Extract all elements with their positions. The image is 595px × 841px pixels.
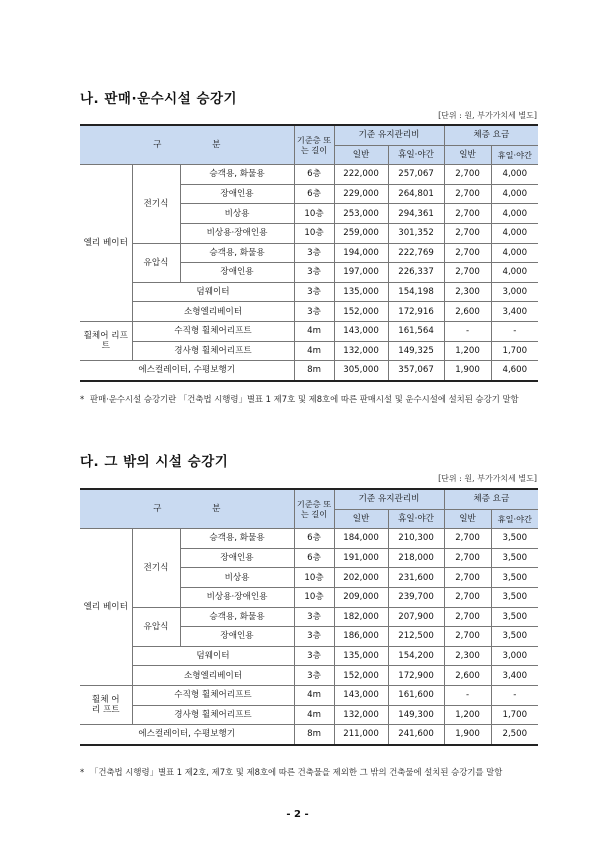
unit-label: [단위 : 원, 부가가치세 별도] (438, 474, 537, 483)
footnote-text: 「건축법 시행령」별표 1 제2호, 제7호 및 제8호에 따른 건축물을 제외한 그 밖의 건축물에 설치된 승강기를 말함 (90, 767, 503, 777)
section-heading-other: 다. 그 밖의 시설 승강기 (80, 454, 229, 470)
row-group-wheelchair: 휠체어 리프트 (80, 321, 132, 360)
header-holiday-night: 휴일·야간 (388, 145, 444, 165)
cell-type: 소형엘리베이터 (132, 302, 294, 322)
cell-extra-normal: 2,700 (444, 587, 491, 607)
row-group-electric: 전기식 (132, 165, 180, 243)
cell-type: 승객용, 화물용 (180, 607, 294, 627)
cell-base-normal: 222,000 (334, 165, 388, 185)
cell-extra-normal: 2,700 (444, 223, 491, 243)
cell-floors: 3층 (294, 666, 334, 686)
cell-base-normal: 191,000 (334, 548, 388, 568)
cell-base-normal: 186,000 (334, 627, 388, 647)
cell-type: 승객용, 화물용 (180, 529, 294, 549)
cell-type: 장애인용 (180, 548, 294, 568)
table-row (80, 666, 538, 686)
cell-base-holiday: 257,067 (388, 165, 444, 185)
footnote (80, 765, 542, 780)
cell-extra-normal: 1,200 (444, 341, 491, 361)
cell-extra-normal: 2,700 (444, 165, 491, 185)
cell-floors: 4m (294, 341, 334, 361)
cell-extra-holiday: 4,000 (491, 184, 538, 204)
cell-type: 에스컬레이터, 수평보행기 (80, 725, 294, 745)
cell-floors: 6층 (294, 165, 334, 185)
row-group-hydraulic: 유압식 (132, 243, 180, 282)
cell-extra-normal: 2,700 (444, 568, 491, 588)
cell-type: 장애인용 (180, 627, 294, 647)
cell-base-normal: 253,000 (334, 204, 388, 224)
table-row (80, 165, 538, 185)
header-category: 구 분 (80, 125, 294, 165)
cell-type: 경사형 휠체어리프트 (132, 705, 294, 725)
cell-base-holiday: 149,300 (388, 705, 444, 725)
cell-base-normal: 194,000 (334, 243, 388, 263)
cell-base-holiday: 149,325 (388, 341, 444, 361)
table-row (80, 321, 538, 341)
unit-label: [단위 : 원, 부가가치세 별도] (438, 111, 537, 120)
table-row (80, 685, 538, 705)
cell-extra-holiday: 1,700 (491, 705, 538, 725)
header-base-fee: 기준 유지관리비 (334, 489, 444, 509)
cell-base-holiday: 210,300 (388, 529, 444, 549)
cell-floors: 4m (294, 685, 334, 705)
header-floors: 기준층 또는 길이 (294, 489, 334, 529)
cell-extra-normal: 1,900 (444, 725, 491, 745)
cell-base-holiday: 161,600 (388, 685, 444, 705)
cell-type: 수직형 휠체어리프트 (132, 685, 294, 705)
cell-extra-holiday: 3,500 (491, 627, 538, 647)
cell-extra-holiday: - (491, 321, 538, 341)
cell-floors: 3층 (294, 302, 334, 322)
cell-base-holiday: 264,801 (388, 184, 444, 204)
cell-base-holiday: 239,700 (388, 587, 444, 607)
cell-extra-holiday: 3,000 (491, 646, 538, 666)
cell-extra-holiday: - (491, 685, 538, 705)
cell-extra-normal: 2,600 (444, 666, 491, 686)
table-row (80, 646, 538, 666)
table-row (80, 705, 538, 725)
table-row (80, 725, 538, 745)
cell-base-normal: 143,000 (334, 321, 388, 341)
cell-extra-holiday: 3,500 (491, 548, 538, 568)
cell-floors: 6층 (294, 548, 334, 568)
row-group-wheelchair: 휠체 어리 프트 (80, 685, 132, 724)
cell-extra-normal: 2,600 (444, 302, 491, 322)
table-row (80, 302, 538, 322)
cell-extra-holiday: 2,500 (491, 725, 538, 745)
cell-floors: 4m (294, 705, 334, 725)
cell-floors: 3층 (294, 243, 334, 263)
header-base-fee: 기준 유지관리비 (334, 125, 444, 145)
table-row (80, 341, 538, 361)
header-holiday-night: 휴일·야간 (388, 509, 444, 529)
cell-base-holiday: 172,916 (388, 302, 444, 322)
row-group-hydraulic: 유압식 (132, 607, 180, 646)
header-floors: 기준층 또는 길이 (294, 125, 334, 165)
cell-extra-normal: 2,700 (444, 263, 491, 283)
cell-extra-holiday: 3,400 (491, 302, 538, 322)
header-category: 구 분 (80, 489, 294, 529)
cell-base-normal: 135,000 (334, 646, 388, 666)
cell-extra-holiday: 4,000 (491, 223, 538, 243)
cell-extra-normal: - (444, 685, 491, 705)
cell-extra-normal: 2,700 (444, 529, 491, 549)
cell-base-normal: 152,000 (334, 666, 388, 686)
cell-base-holiday: 241,600 (388, 725, 444, 745)
cell-base-normal: 202,000 (334, 568, 388, 588)
cell-floors: 3층 (294, 627, 334, 647)
cell-extra-normal: 1,900 (444, 361, 491, 381)
cell-base-normal: 132,000 (334, 705, 388, 725)
cell-base-holiday: 207,900 (388, 607, 444, 627)
table-row (80, 607, 538, 627)
cell-floors: 10층 (294, 587, 334, 607)
cell-base-holiday: 231,600 (388, 568, 444, 588)
table-row (80, 361, 538, 381)
cell-extra-holiday: 4,000 (491, 263, 538, 283)
cell-extra-normal: 2,300 (444, 282, 491, 302)
cell-type: 장애인용 (180, 184, 294, 204)
cell-base-normal: 143,000 (334, 685, 388, 705)
cell-extra-holiday: 4,000 (491, 243, 538, 263)
header-normal: 일반 (334, 509, 388, 529)
header-normal: 일반 (444, 509, 491, 529)
cell-base-normal: 229,000 (334, 184, 388, 204)
cell-extra-holiday: 3,500 (491, 568, 538, 588)
cell-floors: 3층 (294, 646, 334, 666)
cell-base-holiday: 218,000 (388, 548, 444, 568)
cell-extra-holiday: 3,500 (491, 529, 538, 549)
cell-type: 덤웨이터 (132, 282, 294, 302)
cell-type: 승객용, 화물용 (180, 165, 294, 185)
cell-extra-normal: 2,700 (444, 243, 491, 263)
row-group-electric: 전기식 (132, 529, 180, 607)
header-extra-fee: 체증 요금 (444, 125, 538, 145)
cell-type: 승객용, 화물용 (180, 243, 294, 263)
cell-base-holiday: 154,200 (388, 646, 444, 666)
cell-base-holiday: 294,361 (388, 204, 444, 224)
cell-base-holiday: 222,769 (388, 243, 444, 263)
cell-type: 덤웨이터 (132, 646, 294, 666)
cell-floors: 8m (294, 725, 334, 745)
cell-base-normal: 211,000 (334, 725, 388, 745)
header-holiday-night: 휴일·야간 (491, 509, 538, 529)
cell-base-normal: 305,000 (334, 361, 388, 381)
cell-base-holiday: 161,564 (388, 321, 444, 341)
cell-type: 수직형 휠체어리프트 (132, 321, 294, 341)
cell-extra-normal: 2,700 (444, 627, 491, 647)
cell-extra-holiday: 4,000 (491, 165, 538, 185)
footnote-text: 판매·운수시설 승강기란 「건축법 시행령」별표 1 제7호 및 제8호에 따른 판매시설 및 운수시설에 설치된 승강기 말함 (90, 394, 519, 404)
cell-extra-normal: 2,700 (444, 184, 491, 204)
cell-base-normal: 259,000 (334, 223, 388, 243)
cell-floors: 3층 (294, 282, 334, 302)
section-heading-sales-transport: 나. 판매·운수시설 승강기 (80, 91, 238, 107)
footnote-mark: * (80, 767, 85, 777)
cell-base-holiday: 357,067 (388, 361, 444, 381)
table-other-facilities (80, 488, 538, 746)
header-extra-fee: 체증 요금 (444, 489, 538, 509)
cell-base-normal: 209,000 (334, 587, 388, 607)
table-row (80, 243, 538, 263)
cell-extra-holiday: 4,600 (491, 361, 538, 381)
row-group-elevator: 엘리 베이터 (80, 165, 132, 322)
cell-type: 장애인용 (180, 263, 294, 283)
cell-extra-normal: 2,700 (444, 204, 491, 224)
cell-base-holiday: 154,198 (388, 282, 444, 302)
cell-floors: 4m (294, 321, 334, 341)
cell-extra-normal: 2,300 (444, 646, 491, 666)
cell-extra-normal: 1,200 (444, 705, 491, 725)
header-holiday-night: 휴일·야간 (491, 145, 538, 165)
cell-type: 비상용·장애인용 (180, 587, 294, 607)
cell-floors: 6층 (294, 184, 334, 204)
header-normal: 일반 (444, 145, 491, 165)
cell-type: 에스컬레이터, 수평보행기 (80, 361, 294, 381)
cell-base-normal: 152,000 (334, 302, 388, 322)
cell-extra-holiday: 3,000 (491, 282, 538, 302)
table-row (80, 282, 538, 302)
footnote-mark: * (80, 394, 85, 404)
header-normal: 일반 (334, 145, 388, 165)
cell-base-holiday: 301,352 (388, 223, 444, 243)
page-number: - 2 - (286, 809, 309, 820)
cell-extra-holiday: 4,000 (491, 204, 538, 224)
cell-floors: 10층 (294, 568, 334, 588)
cell-base-holiday: 212,500 (388, 627, 444, 647)
cell-floors: 3층 (294, 607, 334, 627)
cell-type: 비상용 (180, 204, 294, 224)
cell-floors: 3층 (294, 263, 334, 283)
cell-extra-holiday: 3,400 (491, 666, 538, 686)
cell-base-normal: 135,000 (334, 282, 388, 302)
cell-extra-normal: - (444, 321, 491, 341)
cell-floors: 8m (294, 361, 334, 381)
cell-type: 비상용 (180, 568, 294, 588)
cell-extra-holiday: 3,500 (491, 607, 538, 627)
footnote (80, 392, 542, 407)
cell-type: 비상용·장애인용 (180, 223, 294, 243)
cell-extra-normal: 2,700 (444, 607, 491, 627)
cell-base-holiday: 226,337 (388, 263, 444, 283)
cell-extra-holiday: 1,700 (491, 341, 538, 361)
cell-floors: 10층 (294, 223, 334, 243)
row-group-elevator: 엘리 베이터 (80, 529, 132, 686)
cell-extra-normal: 2,700 (444, 548, 491, 568)
cell-base-normal: 132,000 (334, 341, 388, 361)
cell-base-normal: 182,000 (334, 607, 388, 627)
table-row (80, 529, 538, 549)
cell-base-normal: 184,000 (334, 529, 388, 549)
cell-type: 경사형 휠체어리프트 (132, 341, 294, 361)
cell-floors: 10층 (294, 204, 334, 224)
table-sales-transport (80, 124, 538, 382)
cell-floors: 6층 (294, 529, 334, 549)
cell-extra-holiday: 3,500 (491, 587, 538, 607)
cell-base-holiday: 172,900 (388, 666, 444, 686)
cell-base-normal: 197,000 (334, 263, 388, 283)
cell-type: 소형엘리베이터 (132, 666, 294, 686)
